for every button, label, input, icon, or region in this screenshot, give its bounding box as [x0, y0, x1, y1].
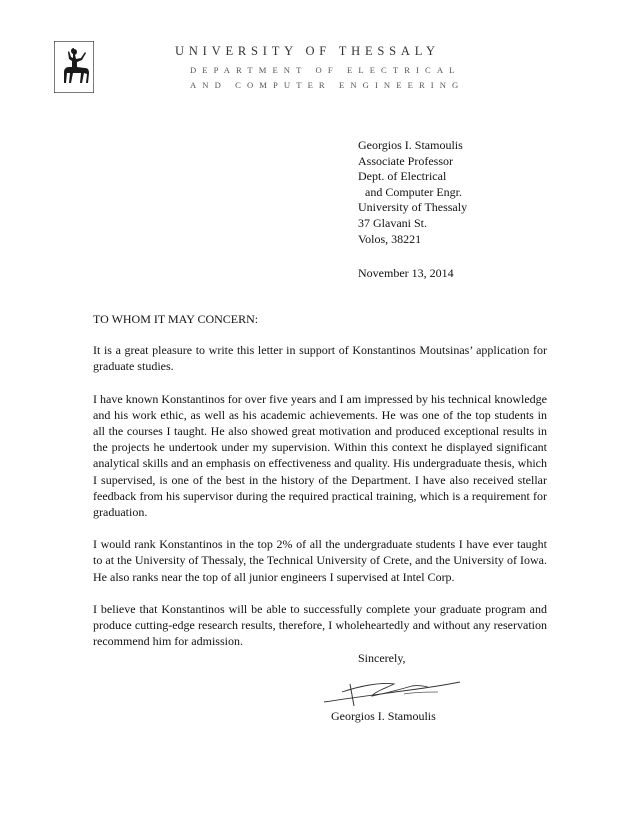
sender-address-block: [358, 138, 467, 247]
letter-body: [93, 311, 547, 665]
sender-dept-line-1: Dept. of Electrical: [358, 169, 447, 184]
university-name: UNIVERSITY OF THESSALY: [175, 44, 440, 58]
centaur-logo-icon: [54, 41, 94, 93]
paragraph-1: It is a great pleasure to write this letter in support of Konstantinos Moutsinas’ application for graduate studies.: [93, 343, 547, 374]
paragraph-4: I believe that Konstantinos will be able to successfully complete your graduate program and produce cutting-edge research results, therefore, I wholeheartedly and without any reservation recommend him for admission.: [93, 601, 547, 649]
paragraph-3: I would rank Konstantinos in the top 2% of all the undergraduate students I have ever taught to at the University of Thessaly, the Technical University of Crete, and the University of Iowa. He also ranks near the top of all junior engineers I supervised at Intel Corp.: [93, 537, 547, 584]
sender-dept-line-2: and Computer Engr.: [365, 184, 462, 199]
signer-name: Georgios I. Stamoulis: [331, 709, 436, 723]
letter-date: November 13, 2014: [358, 266, 454, 280]
sender-name: Georgios I. Stamoulis: [358, 138, 463, 152]
sender-city: Volos, 38221: [358, 231, 422, 246]
salutation: TO WHOM IT MAY CONCERN:: [93, 312, 259, 326]
closing: Sincerely,: [358, 651, 406, 665]
sender-title: Associate Professor: [358, 153, 453, 168]
department-line-2: AND COMPUTER ENGINEERING: [190, 80, 465, 90]
sender-street: 37 Glavani St.: [358, 215, 427, 230]
paragraph-2: I have known Konstantinos for over five years and I am impressed by his technical knowledge and his work ethic, as well as his academic achievements. He was one of the top students in all the courses I taught. He also showed great motivation and produced exceptional results in the projects he undertook under my supervision. Within this context he displayed significant analytical skills and an emphasis on effectiveness and quality. His undergraduate thesis, which I supervised, is one of the best in the history of the Department. I have also received stellar feedback from his supervisor during the required practical training, which is a requirement for graduation.: [93, 391, 547, 520]
handwritten-signature-icon: [320, 672, 462, 710]
department-name: [190, 63, 464, 93]
department-line-1: DEPARTMENT OF ELECTRICAL: [190, 65, 461, 75]
sender-university: University of Thessaly: [358, 200, 468, 215]
